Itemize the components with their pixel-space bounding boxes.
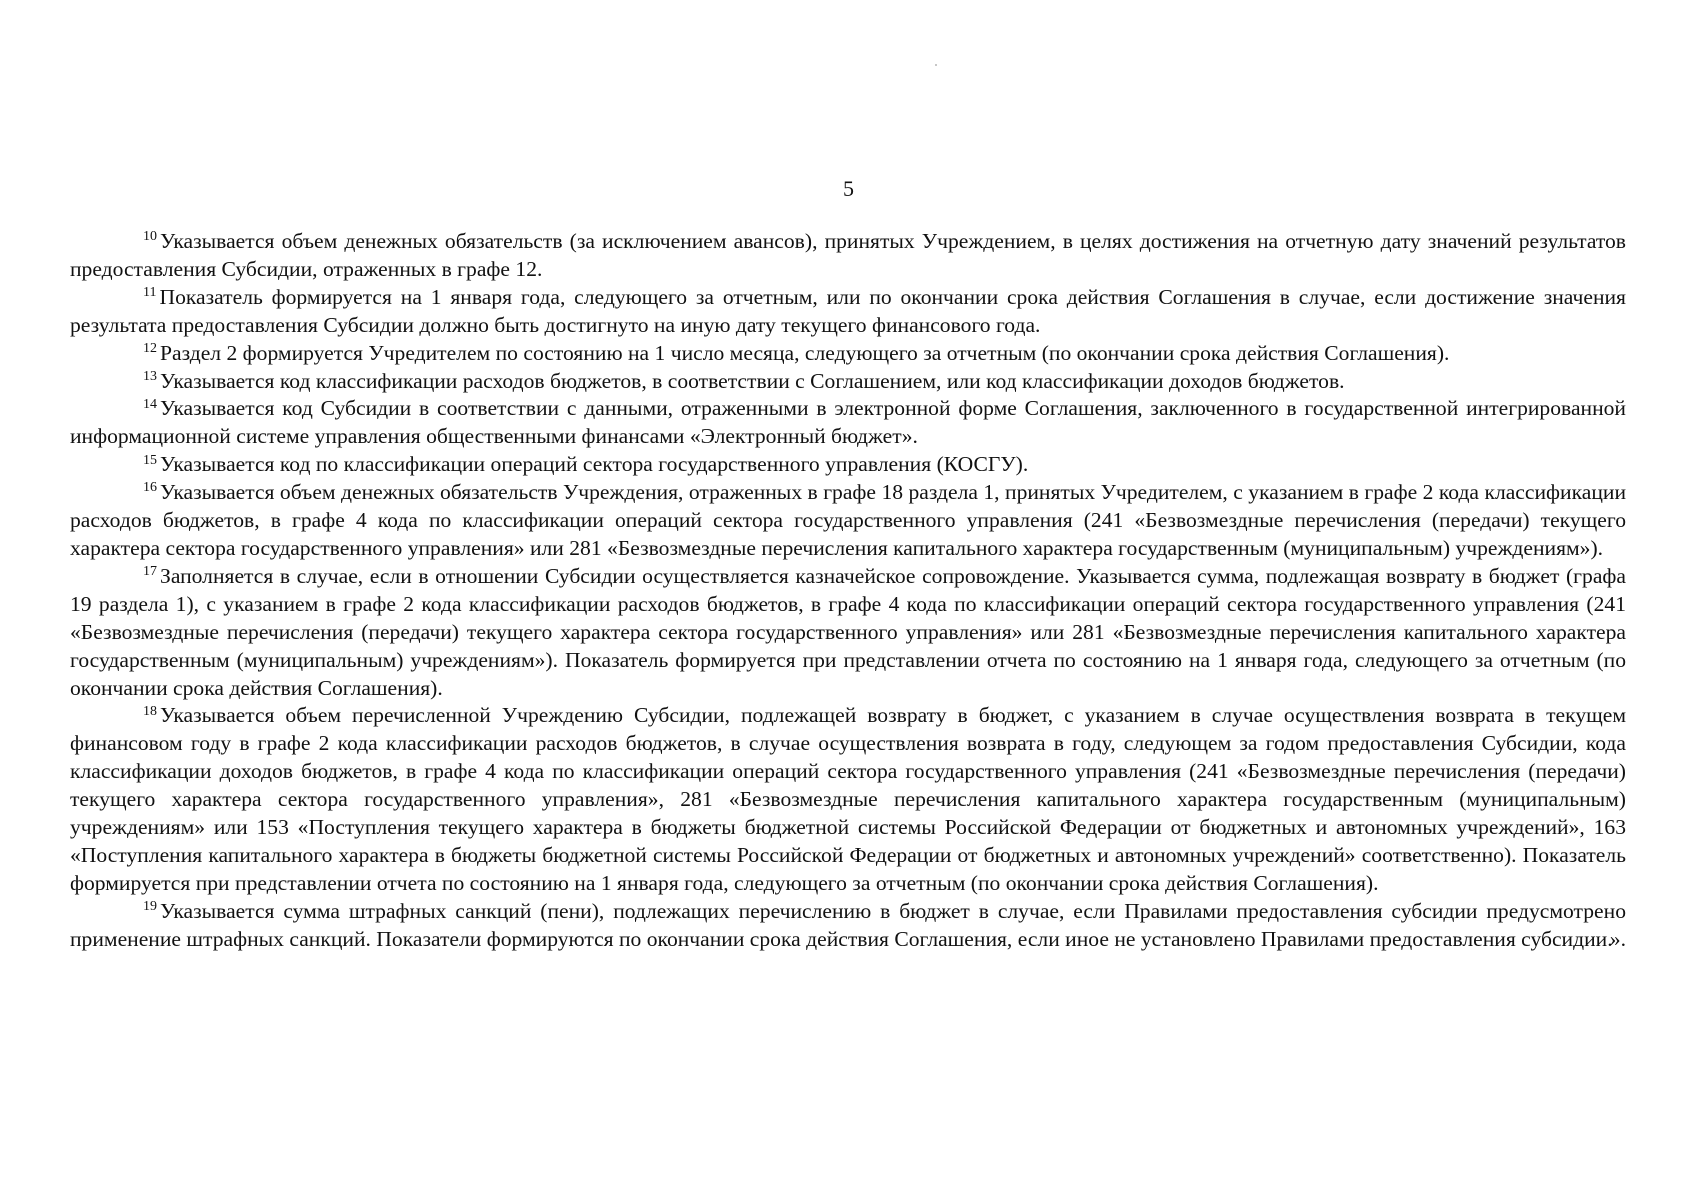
closing-quote: ». — [1609, 926, 1626, 951]
page-number: 5 — [843, 176, 854, 201]
footnote-15 — [70, 451, 1626, 479]
footnote-10 — [70, 228, 1626, 284]
footnote-18 — [70, 702, 1626, 897]
footnote-19 — [70, 898, 1626, 954]
footnote-14 — [70, 395, 1626, 451]
footnote-text: Указывается объем денежных обязательств Учреждения, отраженных в графе 18 раздела 1, принятых Учредителем, с указанием в графе 2 кода классификации расходов бюджетов, в графе 4 кода по классификации операций сектора государственного управления (241 «Безвозмездные перечисления (передачи) текущего характера сектора государственного управления» или 281 «Безвозмездные перечисления капитального характера государственным (муниципальным) учреждениям»). — [70, 480, 1626, 560]
footnote-13 — [70, 368, 1626, 396]
footnote-marker: 13 — [143, 368, 157, 384]
footnote-11 — [70, 284, 1626, 340]
footnote-text: Указывается объем перечисленной Учреждению Субсидии, подлежащей возврату в бюджет, с указанием в случае осуществления возврата в текущем финансовом году в графе 2 кода классификации расходов бюджетов, в случае осуществления возврата в году, следующем за годом предоставления Субсидии, кода классификации доходов бюджетов, в графе 4 кода по классификации операций сектора государственного управления (241 «Безвозмездные перечисления (передачи) текущего характера сектора государственного управления», 281 «Безвозмездные перечисления капитального характера государственным (муниципальным) учреждениям» или 153 «Поступления текущего характера в бюджеты бюджетной системы Российской Федерации от бюджетных и автономных учреждений», 163 «Поступления капитального характера в бюджеты бюджетной системы Российской Федерации от бюджетных и автономных учреждений» соответственно). Показатель формируется при представлении отчета по состоянию на 1 января года, следующего за отчетным (по окончании срока действия Соглашения). — [70, 703, 1626, 895]
footnote-text: Указывается код Субсидии в соответствии с данными, отраженными в электронной форме Соглашения, заключенного в государственной интегрированной информационной системе управления общественными финансами «Электронный бюджет». — [70, 396, 1626, 449]
last-footnote-row — [70, 898, 1626, 954]
footnote-12 — [70, 340, 1626, 368]
footnote-text: Указывается код по классификации операций сектора государственного управления (КОСГУ). — [160, 452, 1029, 477]
footnote-marker: 10 — [143, 229, 157, 245]
footnotes-list — [70, 228, 1626, 954]
footnote-marker: 12 — [143, 340, 157, 356]
footnote-text: Указывается код классификации расходов бюджетов, в соответствии с Соглашением, или код классификации доходов бюджетов. — [160, 368, 1345, 393]
footnote-marker: 15 — [143, 452, 157, 468]
footnote-text: Указывается сумма штрафных санкций (пени), подлежащих перечислению в бюджет в случае, если Правилами предоставления субсидии предусмотрено применение штрафных санкций. Показатели формируются по окончании срока действия Соглашения, если иное не установлено Правилами предоставления субсидии. — [70, 898, 1626, 951]
footnote-marker: 18 — [143, 703, 157, 719]
footnote-marker: 19 — [143, 899, 157, 915]
footnote-text: Показатель формируется на 1 января года, следующего за отчетным, или по окончании срока действия Соглашения в случае, если достижение значения результата предоставления Субсидии должно быть достигнуто на иную дату текущего финансового года. — [70, 284, 1626, 337]
footnote-text: Указывается объем денежных обязательств (за исключением авансов), принятых Учреждением, в целях достижения на отчетную дату значений результатов предоставления Субсидии, отраженных в графе 12. — [70, 229, 1626, 281]
scan-artifact-dot — [935, 64, 937, 66]
footnote-marker: 17 — [143, 564, 157, 580]
footnote-16 — [70, 479, 1626, 563]
footnote-text: Раздел 2 формируется Учредителем по состоянию на 1 число месяца, следующего за отчетным (по окончании срока действия Соглашения). — [160, 340, 1450, 365]
footnote-text: Заполняется в случае, если в отношении Субсидии осуществляется казначейское сопровождение. Указывается сумма, подлежащая возврату в бюджет (графа 19 раздела 1), с указанием в графе 2 кода классификации расходов бюджетов, в графе 4 кода по классификации операций сектора государственного управления (241 «Безвозмездные перечисления (передачи) текущего характера сектора государственного управления» или 281 «Безвозмездные перечисления капитального характера государственным (муниципальным) учреждениям»). Показатель формируется при представлении отчета по состоянию на 1 января года, следующего за отчетным (по окончании срока действия Соглашения). — [70, 563, 1626, 700]
footnote-marker: 11 — [143, 285, 157, 301]
footnote-17 — [70, 563, 1626, 703]
footnote-marker: 14 — [143, 396, 157, 412]
footnote-marker: 16 — [143, 480, 157, 496]
